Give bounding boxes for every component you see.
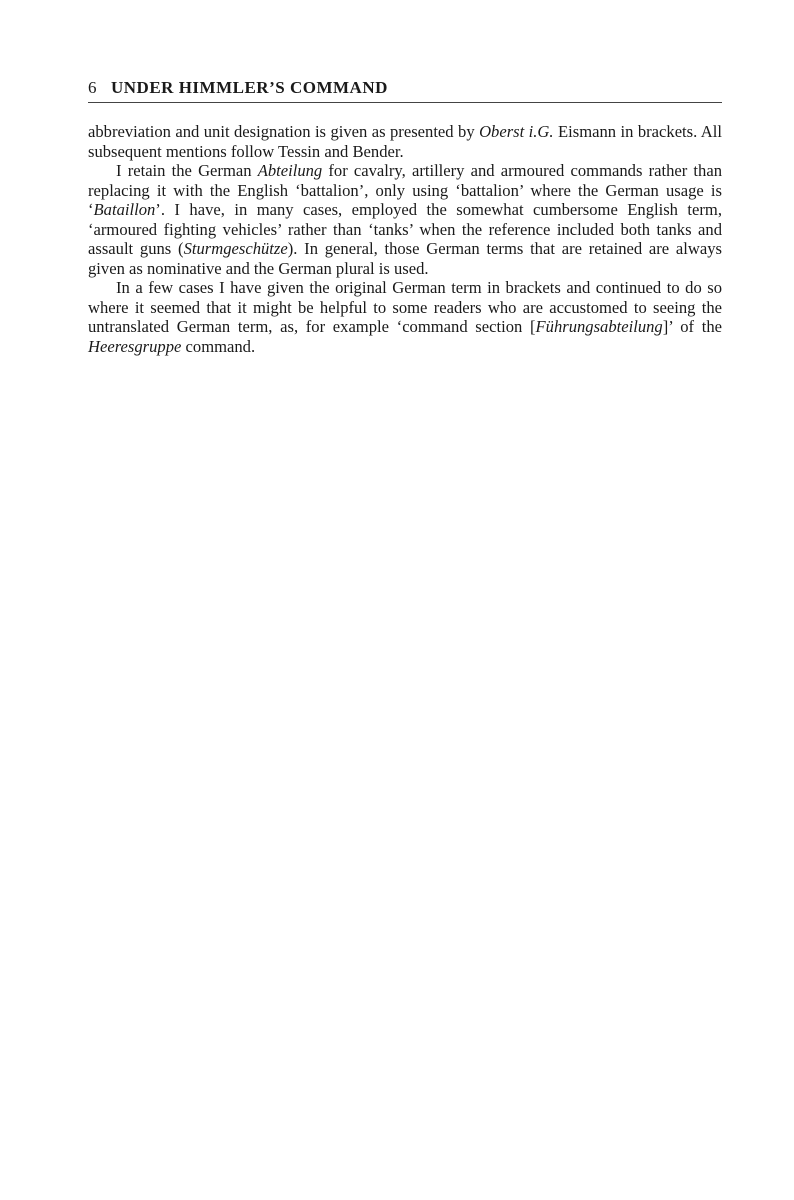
body-text xyxy=(88,122,722,356)
text-segment: for cavalry, artillery and armoured commands rather than replacing it with the English ‘battalion’, only using ‘battalion’ where the German usage is ‘ xyxy=(88,161,722,219)
paragraph-1 xyxy=(88,122,722,161)
running-title: UNDER HIMMLER’S COMMAND xyxy=(111,78,388,97)
paragraph-2 xyxy=(88,161,722,278)
text-segment: In a few cases I have given the original German term in brackets and continued to do so where it seemed that it might be helpful to some readers who are accustomed to seeing the untranslated German term, as, for example ‘command section [ xyxy=(88,278,722,336)
text-segment: Eismann in brackets. All subsequent mentions follow Tessin and Bender. xyxy=(88,122,722,161)
italic-term: Heeresgruppe xyxy=(88,336,182,356)
text-segment: ]’ of the xyxy=(662,317,722,336)
page-number: 6 xyxy=(88,78,97,97)
italic-term: Bataillon xyxy=(93,200,156,219)
text-segment: ). In general, those German terms that are retained are always given as nominative and the German plural is used. xyxy=(88,239,723,278)
italic-term: Führungsabteilung xyxy=(535,317,663,336)
page-header xyxy=(88,78,722,103)
italic-term: Oberst i.G. xyxy=(479,122,554,141)
text-segment: I retain the German xyxy=(116,161,258,180)
text-segment: abbreviation and unit designation is given as presented by xyxy=(88,122,480,141)
italic-term: Abteilung xyxy=(257,161,323,180)
text-segment: ’. I have, in many cases, employed the somewhat cumbersome English term, ‘armoured fighting vehicles’ rather than ‘tanks’ when the reference included both tanks and assault guns ( xyxy=(88,200,722,258)
italic-term: Sturmgeschütze xyxy=(183,239,288,258)
paragraph-3 xyxy=(88,278,722,356)
text-segment: command. xyxy=(181,336,256,356)
